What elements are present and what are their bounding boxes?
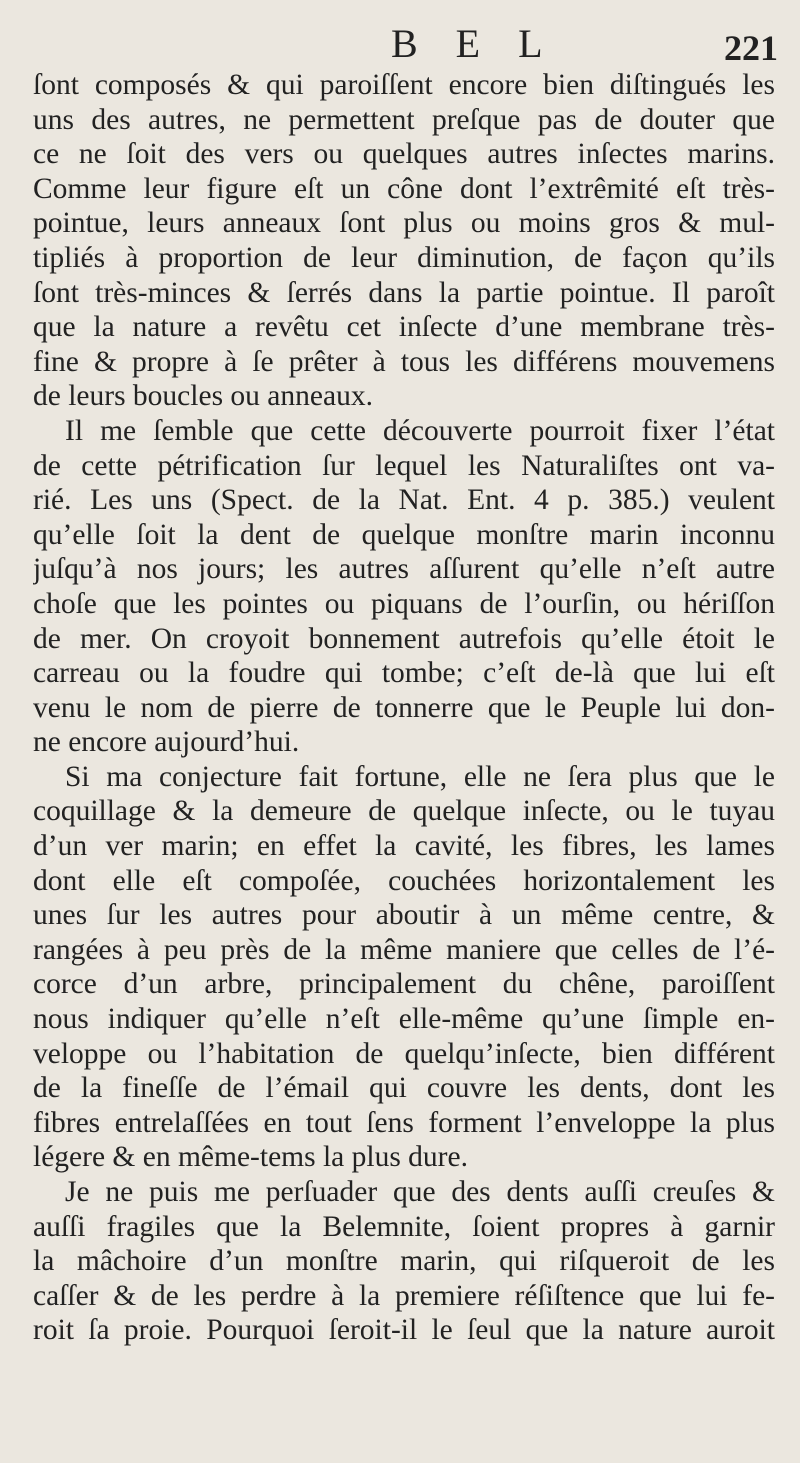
text-line: de cette pétrification ſur lequel les Naturaliſtes ont va- <box>33 449 775 482</box>
text-line: qu’elle ſoit la dent de quelque monſtre marin inconnu <box>33 518 775 551</box>
text-line: juſqu’à nos jours; les autres aſſurent qu’elle n’eſt autre <box>33 553 775 586</box>
text-line: rié. Les uns (Spect. de la Nat. Ent. 4 p. 385.) veulent <box>33 484 775 517</box>
text-line: choſe que les pointes ou piquans de l’ourſin, ou hériſſon <box>33 587 775 620</box>
text-line: Je ne puis me perſuader que des dents auſſi creuſes & <box>65 1176 775 1208</box>
text-line: carreau ou la foudre qui tombe; c’eſt de-là que lui eſt <box>33 657 775 690</box>
text-line: dont elle eſt compoſée, couchées horizontalement les <box>33 864 775 897</box>
text-line: auſſi fragiles que la Belemnite, ſoient propres à garnir <box>33 1210 775 1243</box>
paragraph <box>33 760 775 1175</box>
text-line: caſſer & de les perdre à la premiere réſiſtence que lui fe- <box>33 1279 775 1312</box>
text-line: ne encore aujourd’hui. <box>33 726 300 759</box>
running-title: B E L <box>391 21 557 66</box>
text-line: ſont composés & qui paroiſſent encore bien diſtingués les <box>33 69 775 101</box>
text-line: que la nature a revêtu cet inſecte d’une membrane très- <box>33 311 775 344</box>
text-line: fine & propre à ſe prêter à tous les différens mouvemens <box>33 345 775 378</box>
text-line: Si ma conjecture fait fortune, elle ne ſera plus que le <box>65 760 775 793</box>
text-line: de la fineſſe de l’émail qui couvre les dents, dont les <box>33 1072 775 1105</box>
text-line: coquillage & la demeure de quelque inſecte, ou le tuyau <box>33 795 775 828</box>
text-line: légere & en même-tems la plus dure. <box>33 1141 468 1174</box>
text-line: Comme leur figure eſt un cône dont l’extrêmité eſt très- <box>33 172 775 205</box>
text-line: ce ne ſoit des vers ou quelques autres inſectes marins. <box>33 138 775 171</box>
text-line: la mâchoire d’un monſtre marin, qui riſqueroit de les <box>33 1245 775 1278</box>
body-text <box>33 68 775 1348</box>
text-line: pointue, leurs anneaux ſont plus ou moins gros & mul- <box>33 207 775 240</box>
paragraph <box>33 68 775 414</box>
text-line: rangées à peu près de la même maniere que celles de l’é- <box>33 933 775 966</box>
text-line: roit ſa proie. Pourquoi ſeroit-il le ſeul que la nature auroit <box>33 1314 775 1347</box>
running-head <box>33 0 786 76</box>
text-line: nous indiquer qu’elle n’eſt elle-même qu’une ſimple en- <box>33 1003 775 1036</box>
text-line: ſont très-minces & ſerrés dans la partie pointue. Il paroît <box>33 276 775 309</box>
text-line: de leurs boucles ou anneaux. <box>33 380 373 413</box>
page-number: 221 <box>724 28 778 68</box>
text-line: veloppe ou l’habitation de quelqu’inſecte, bien différent <box>33 1037 775 1070</box>
text-line: Il me ſemble que cette découverte pourroit fixer l’état <box>65 414 775 447</box>
text-line: de mer. On croyoit bonnement autrefois qu’elle étoit le <box>33 622 775 655</box>
text-line: fibres entrelaſſées en tout ſens forment l’enveloppe la plus <box>33 1106 775 1139</box>
text-line: venu le nom de pierre de tonnerre que le Peuple lui don- <box>33 691 775 724</box>
paragraph <box>33 414 775 760</box>
text-line: unes ſur les autres pour aboutir à un même centre, & <box>33 899 775 932</box>
text-line: tipliés à proportion de leur diminution, de façon qu’ils <box>33 241 775 274</box>
paragraph <box>33 1175 775 1348</box>
text-line: corce d’un arbre, principalement du chêne, paroiſſent <box>33 968 775 1001</box>
text-line: d’un ver marin; en effet la cavité, les fibres, les lames <box>33 830 775 863</box>
text-line: uns des autres, ne permettent preſque pas de douter que <box>33 103 775 136</box>
